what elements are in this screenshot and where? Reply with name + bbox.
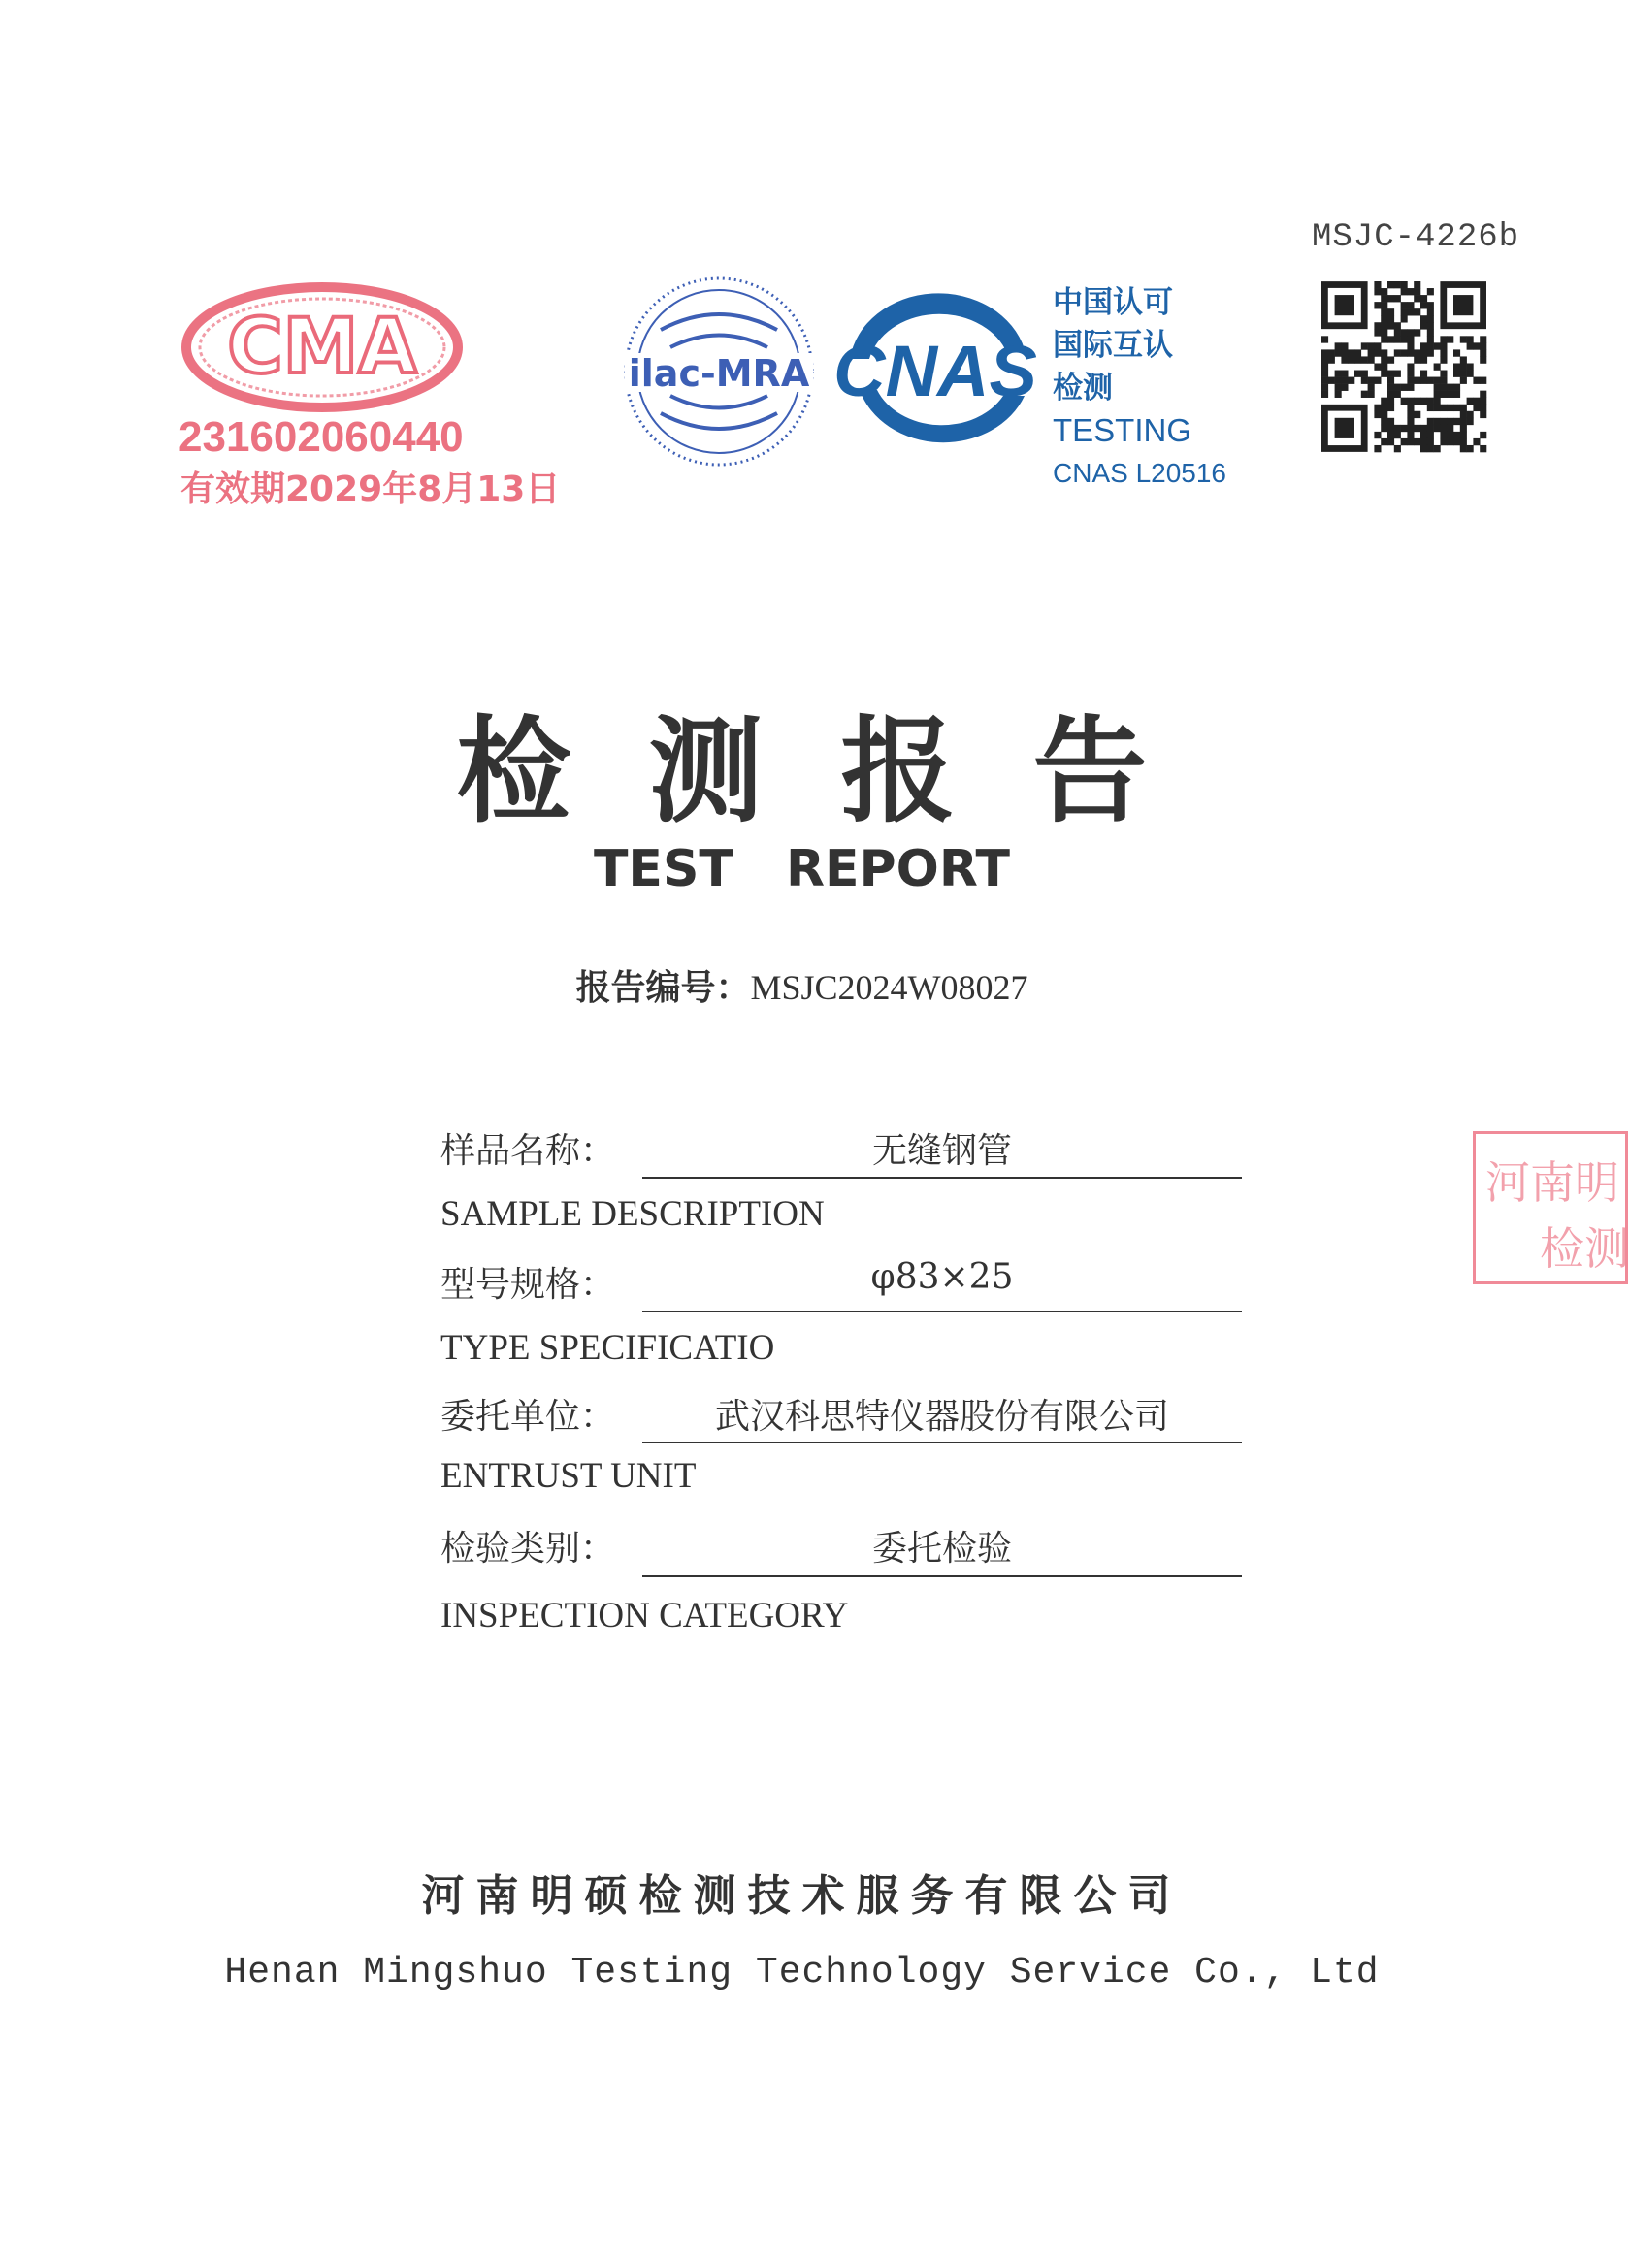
cnas-line-2: 国际互认 <box>1053 328 1173 363</box>
cma-seal <box>177 279 561 512</box>
model-spec-label: 型号规格： <box>440 1265 616 1305</box>
svg-text:CMA: CMA <box>227 304 417 391</box>
type-specification-en: TYPE SPECIFICATIO <box>440 1328 775 1368</box>
inspection-category-en: INSPECTION CATEGORY <box>440 1596 849 1636</box>
sample-name-value: 无缝钢管 <box>871 1131 1012 1171</box>
report-title-cn: 检测报告 <box>456 703 1225 838</box>
entrust-unit-en: ENTRUST UNIT <box>440 1456 697 1496</box>
ilac-mra-logo <box>617 270 821 473</box>
qr-code <box>1321 281 1486 452</box>
sample-name-underline <box>642 1177 1242 1179</box>
svg-text:CNAS: CNAS <box>833 331 1037 411</box>
cnas-line-1: 中国认可 <box>1053 285 1173 320</box>
report-number-value: MSJC2024W08027 <box>750 968 1028 1007</box>
cma-certificate-number: 231602060440 <box>179 413 464 461</box>
entrust-unit-value: 武汉科思特仪器股份有限公司 <box>714 1397 1169 1437</box>
entrust-unit-underline <box>642 1442 1242 1443</box>
cma-validity-date: 有效期2029年8月13日 <box>180 470 561 509</box>
sample-description-en: SAMPLE DESCRIPTION <box>440 1194 825 1234</box>
report-number <box>0 960 1604 1010</box>
sample-name-label: 样品名称： <box>440 1131 616 1171</box>
document-code: MSJC-4226b <box>1312 219 1520 256</box>
cnas-code: CNAS L20516 <box>1053 458 1227 488</box>
company-name-cn: 河南明硕检测技术服务有限公司 <box>421 1871 1183 1921</box>
cnas-accreditation-text <box>1053 281 1226 495</box>
company-seal-partial: 河南明 检测 <box>1473 1131 1628 1284</box>
cnas-line-3: 检测 <box>1053 371 1113 405</box>
model-spec-underline <box>642 1311 1242 1312</box>
inspection-category-label: 检验类别： <box>440 1529 616 1569</box>
entrust-unit-label: 委托单位： <box>440 1397 616 1437</box>
report-number-label: 报告编号： <box>575 968 751 1008</box>
company-name-en: Henan Mingshuo Testing Technology Service Co., Ltd <box>224 1952 1380 1993</box>
cnas-logo <box>821 281 1054 466</box>
inspection-category-underline <box>642 1575 1242 1577</box>
report-title-en: TEST REPORT <box>593 840 1011 898</box>
cnas-testing-label: TESTING <box>1053 412 1192 448</box>
inspection-category-value: 委托检验 <box>871 1529 1012 1569</box>
model-spec-value: φ83×25 <box>870 1257 1014 1297</box>
cma-logo <box>177 279 468 415</box>
svg-text:ilac-MRA: ilac-MRA <box>628 352 810 395</box>
